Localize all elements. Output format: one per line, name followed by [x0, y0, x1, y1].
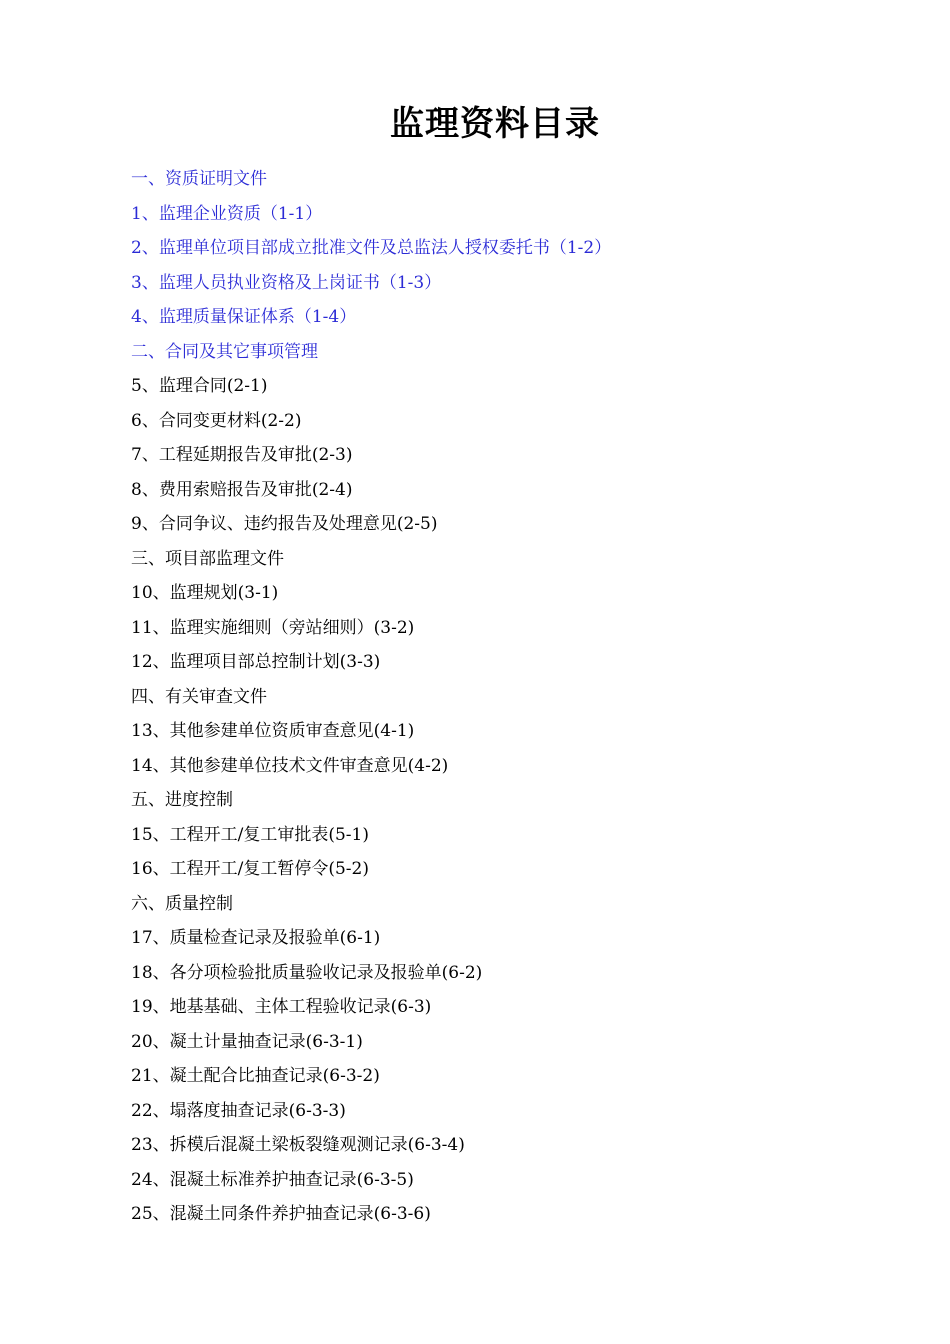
- toc-item: 四、有关审查文件: [131, 686, 267, 707]
- toc-item: 三、项目部监理文件: [131, 548, 284, 569]
- toc-item: 5、监理合同(2-1): [131, 376, 268, 396]
- toc-item: 14、其他参建单位技术文件审查意见(4-2): [131, 755, 449, 776]
- toc-item: 9、合同争议、违约报告及处理意见(2-5): [131, 514, 438, 534]
- toc-item: 13、其他参建单位资质审查意见(4-1): [131, 721, 415, 741]
- toc-item: 3、监理人员执业资格及上岗证书（1-3）: [131, 272, 442, 293]
- toc-item: 17、质量检查记录及报验单(6-1): [131, 928, 381, 948]
- toc-item: 23、拆模后混凝土梁板裂缝观测记录(6-3-4): [131, 1135, 465, 1155]
- toc-item: 21、凝土配合比抽查记录(6-3-2): [131, 1066, 380, 1086]
- toc-item: 15、工程开工/复工审批表(5-1): [131, 824, 369, 845]
- toc-item: 六、质量控制: [131, 893, 233, 914]
- toc-item: 1、监理企业资质（1-1）: [131, 203, 323, 224]
- toc-item: 4、监理质量保证体系（1-4）: [131, 307, 357, 327]
- toc-item: 8、费用索赔报告及审批(2-4): [131, 479, 353, 500]
- toc-item: 11、监理实施细则（旁站细则）(3-2): [131, 617, 415, 638]
- toc-item: 18、各分项检验批质量验收记录及报验单(6-2): [131, 962, 483, 983]
- toc-item: 16、工程开工/复工暂停令(5-2): [131, 859, 369, 879]
- toc-item: 25、混凝土同条件养护抽查记录(6-3-6): [131, 1204, 431, 1224]
- toc-item: 2、监理单位项目部成立批准文件及总监法人授权委托书（1-2）: [131, 238, 612, 258]
- toc-item: 24、混凝土标准养护抽查记录(6-3-5): [131, 1169, 414, 1190]
- toc-item: 五、进度控制: [131, 790, 233, 810]
- toc-item: 22、塌落度抽查记录(6-3-3): [131, 1100, 346, 1121]
- toc-item: 10、监理规划(3-1): [131, 583, 279, 603]
- toc-item: 19、地基基础、主体工程验收记录(6-3): [131, 997, 432, 1017]
- page-title: 监理资料目录: [390, 104, 600, 144]
- toc-item: 7、工程延期报告及审批(2-3): [131, 445, 353, 465]
- toc-item: 二、合同及其它事项管理: [131, 341, 318, 362]
- toc-item: 一、资质证明文件: [131, 169, 267, 189]
- toc-item: 12、监理项目部总控制计划(3-3): [131, 652, 381, 672]
- toc-item: 20、凝土计量抽查记录(6-3-1): [131, 1031, 363, 1052]
- table-of-contents: [131, 162, 611, 1232]
- toc-item: 6、合同变更材料(2-2): [131, 410, 302, 431]
